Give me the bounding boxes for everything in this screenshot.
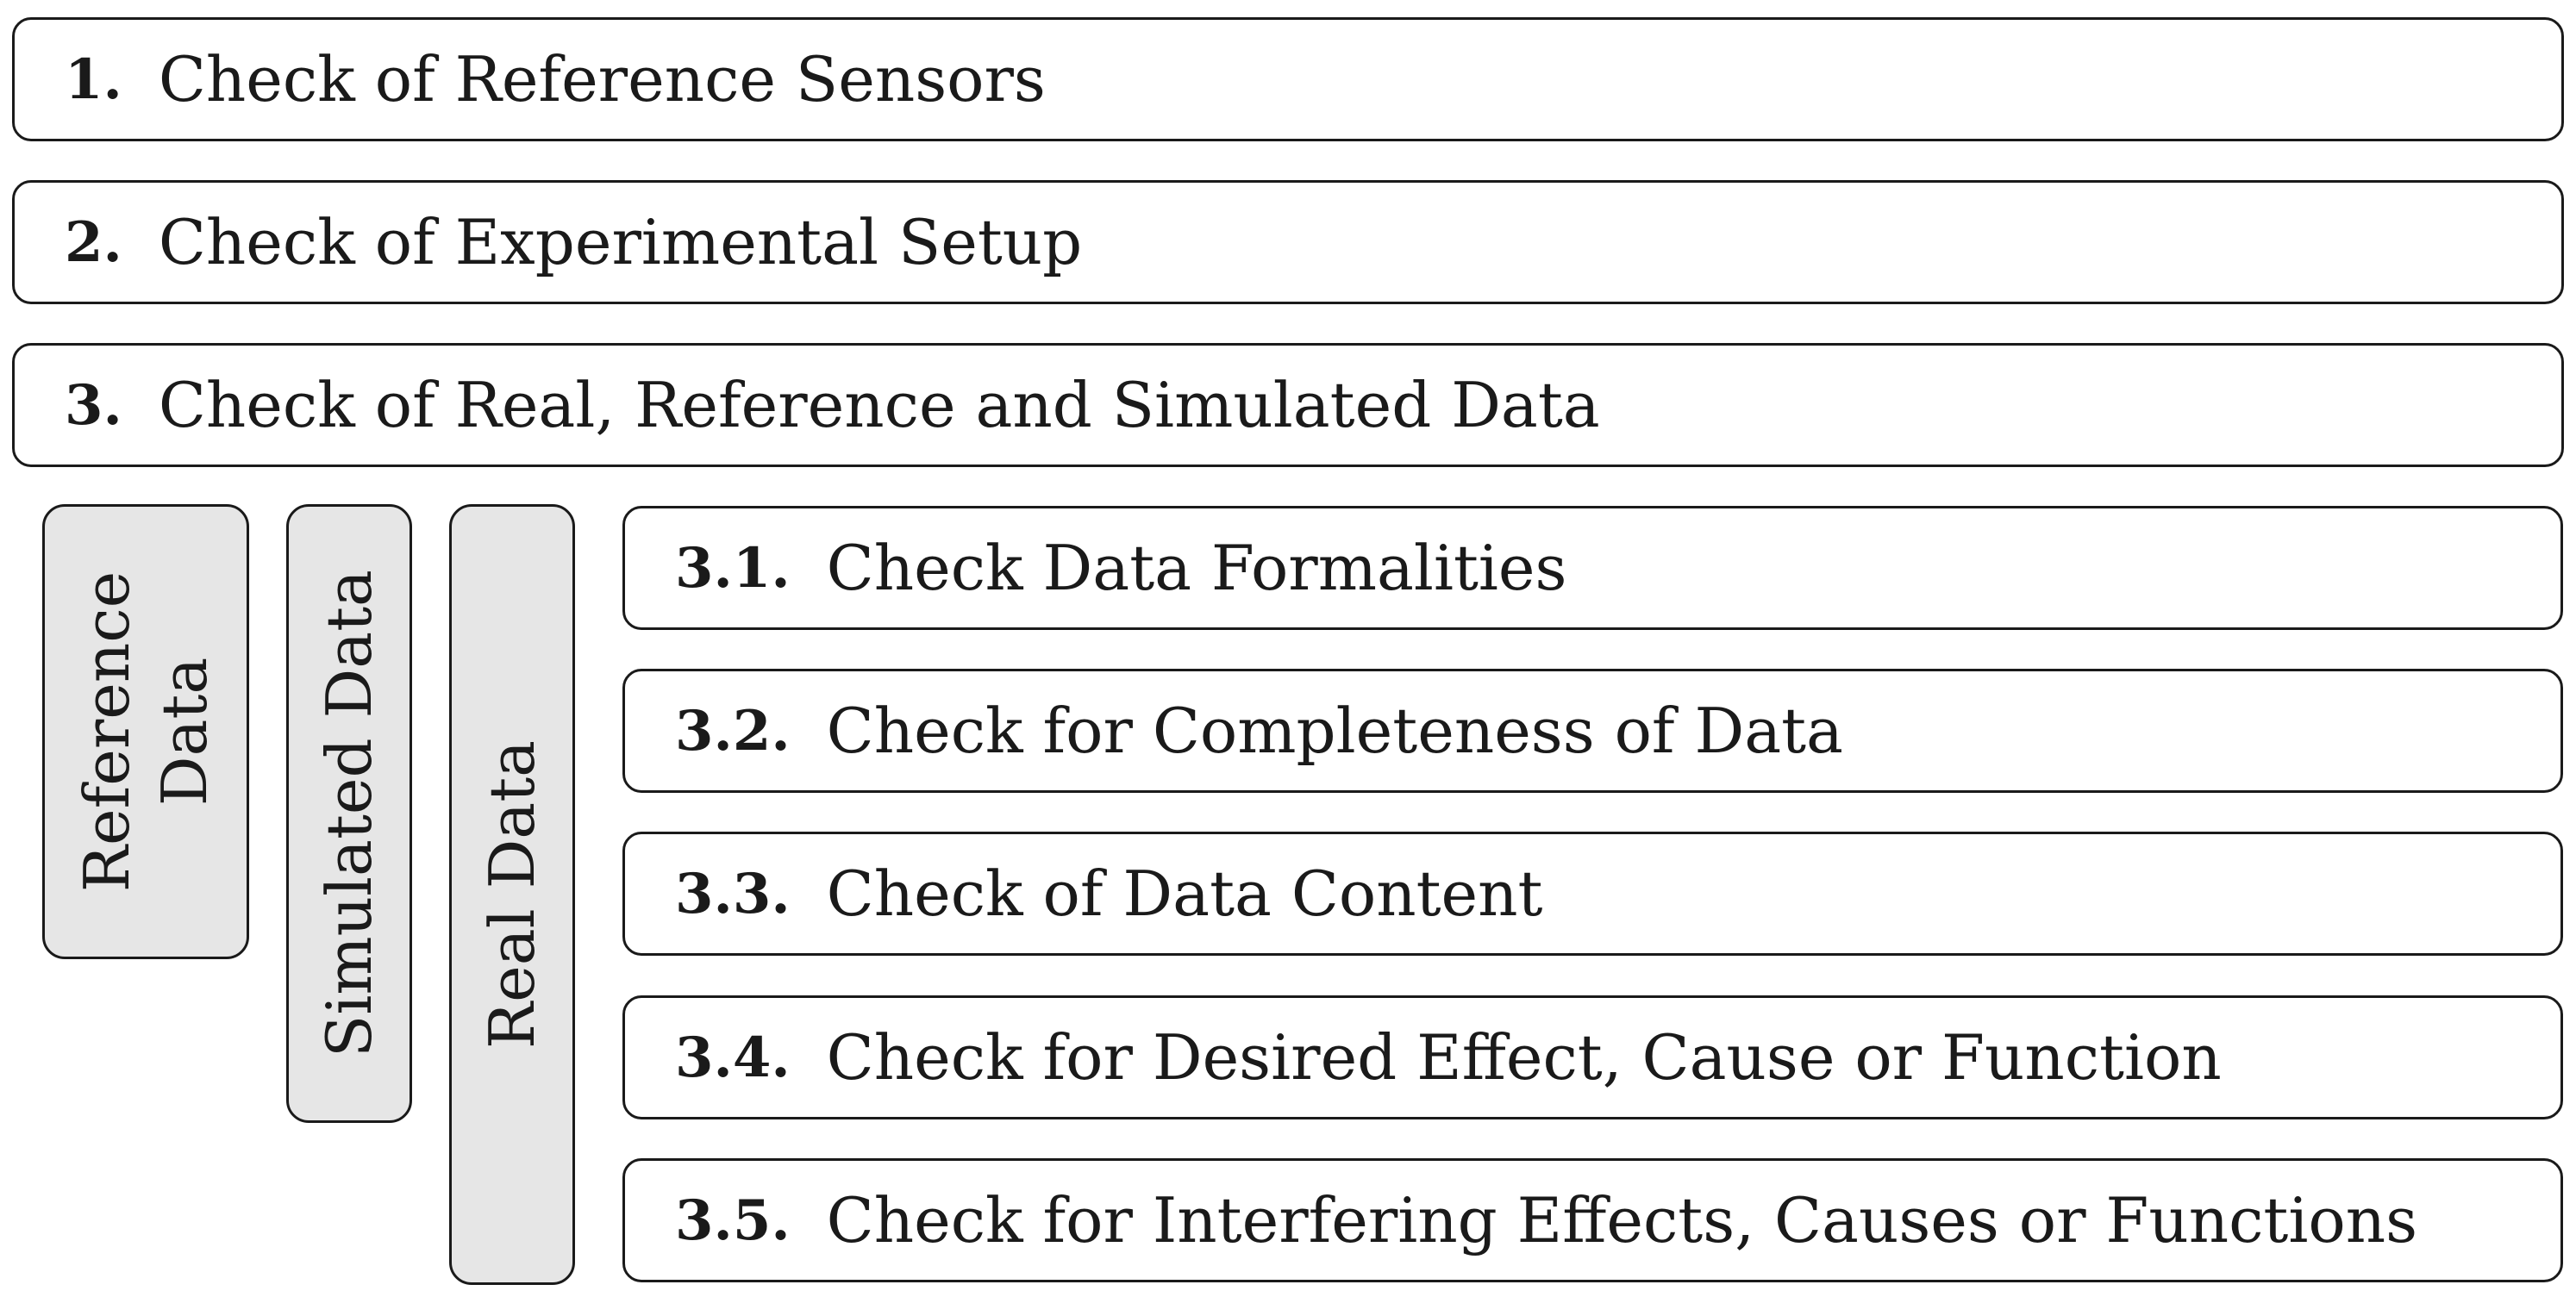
substep-3-2-label: Check for Completeness of Data	[826, 695, 1843, 767]
substep-3-3-number: 3.3.	[675, 861, 791, 926]
substep-3-1-label: Check Data Formalities	[826, 532, 1567, 604]
substep-3-4-number: 3.4.	[675, 1025, 791, 1090]
step-1-box	[12, 17, 2564, 141]
real-data-bar	[449, 504, 575, 1285]
reference-data-label: Reference Data	[71, 571, 221, 893]
step-2-box	[12, 180, 2564, 304]
substep-3-5-label: Check for Interfering Effects, Causes or Functions	[826, 1184, 2418, 1256]
substep-3-2-number: 3.2.	[675, 698, 791, 764]
substep-3-2-box	[622, 669, 2563, 793]
step-3-box	[12, 343, 2564, 467]
step-3-number: 3.	[65, 372, 122, 438]
substep-3-5-box	[622, 1158, 2563, 1282]
step-1-label: Check of Reference Sensors	[158, 43, 1046, 115]
substep-3-1-number: 3.1.	[675, 535, 791, 601]
step-2-label: Check of Experimental Setup	[158, 206, 1083, 278]
substep-3-3-box	[622, 832, 2563, 956]
real-data-label: Real Data	[476, 739, 548, 1050]
substep-3-1-box	[622, 506, 2563, 630]
substep-3-4-box	[622, 995, 2563, 1119]
simulated-data-label: Simulated Data	[313, 570, 385, 1057]
step-2-number: 2.	[65, 209, 122, 275]
step-3-label: Check of Real, Reference and Simulated Data	[158, 369, 1600, 441]
substep-3-4-label: Check for Desired Effect, Cause or Function	[826, 1021, 2222, 1094]
simulated-data-bar	[286, 504, 412, 1123]
substep-3-5-number: 3.5.	[675, 1188, 791, 1253]
step-1-number: 1.	[65, 47, 122, 112]
substep-3-3-label: Check of Data Content	[826, 857, 1543, 930]
reference-data-bar	[42, 504, 249, 959]
